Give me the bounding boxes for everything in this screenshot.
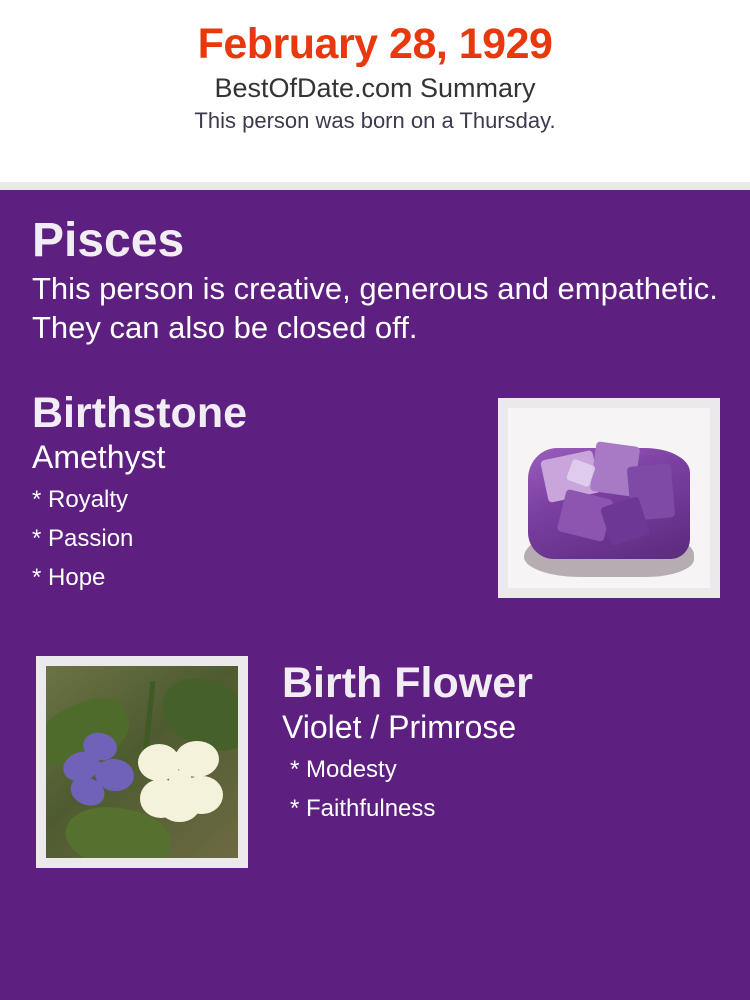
birthflower-heading: Birth Flower [282,658,533,707]
birthstone-trait: * Passion [32,524,134,552]
birthflower-trait: * Faithfulness [290,794,436,822]
zodiac-sign-name: Pisces [32,214,185,267]
birth-day-of-week: This person was born on a Thursday. [194,108,556,134]
header [0,0,750,182]
header-divider [0,182,750,190]
primrose-flower [134,735,230,827]
birthstone-name: Amethyst [32,439,166,476]
zodiac-description: This person is creative, generous and empathetic. They can also be closed off. [32,271,718,346]
birthflower-text [280,652,720,824]
page-title: February 28, 1929 [197,20,553,68]
violet-primrose-photo [36,656,248,868]
birthstone-heading: Birthstone [32,388,247,437]
birthstone-trait: * Hope [32,563,106,591]
amethyst-crystal-photo [498,398,720,598]
amethyst-image-inner [508,408,710,588]
birthflower-name: Violet / Primrose [282,709,517,746]
birthstone-trait: * Royalty [32,485,129,513]
details-panel [0,190,750,1000]
birthstone-section [30,390,720,620]
birthflower-trait: * Modesty [290,755,397,783]
violet-flower [61,731,145,812]
primrose-petal [159,788,199,821]
zodiac-section [30,216,720,348]
birthstone-text [30,390,460,592]
violet-center [92,762,106,775]
flower-image-inner [46,666,238,858]
primrose-center [169,770,192,792]
birthflower-section [30,652,720,872]
site-summary-label: BestOfDate.com Summary [214,73,536,104]
